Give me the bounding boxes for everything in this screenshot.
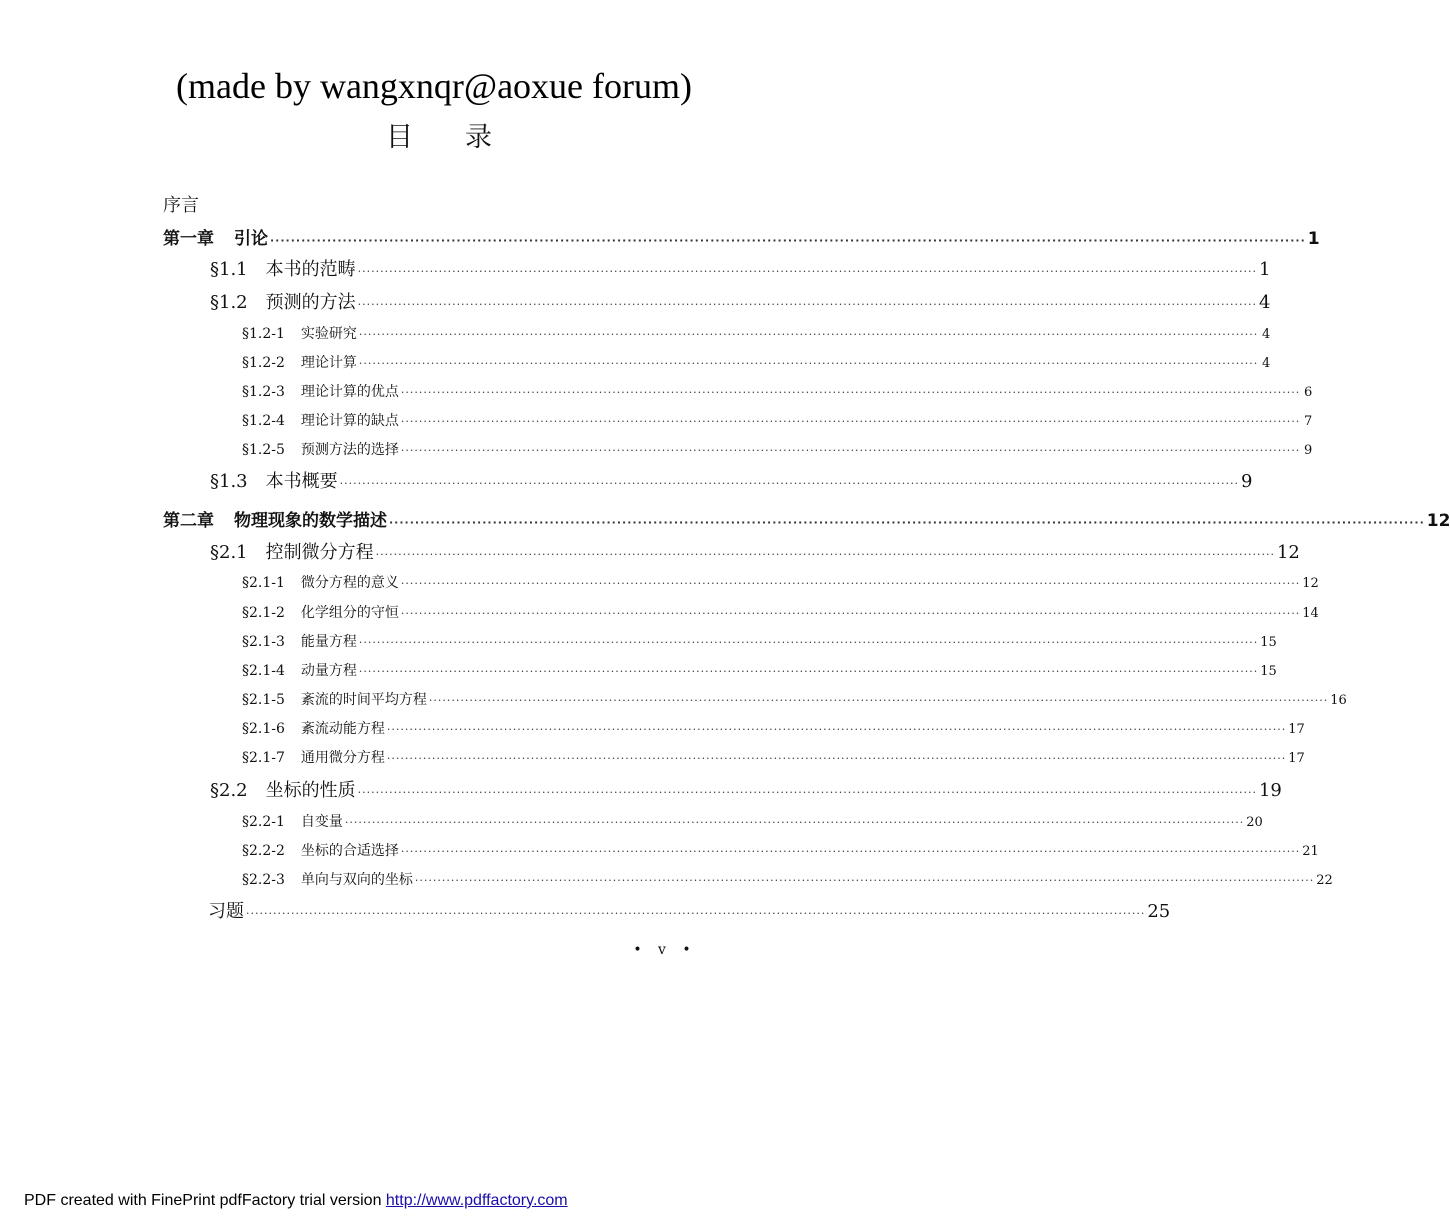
toc-entry-label <box>242 657 357 685</box>
toc-entry <box>242 837 1319 865</box>
toc-entry-number: §2.1 <box>210 542 248 563</box>
dot-leader: ········································································································································································································ <box>389 516 1425 529</box>
dot-leader: ········································································································································································································ <box>414 874 1315 887</box>
toc-entry-page: 1 <box>1307 229 1320 249</box>
dot-leader: ········································································································································································································ <box>428 694 1329 707</box>
toc-entry-label <box>242 320 357 348</box>
toc-entry-page: 4 <box>1258 292 1271 313</box>
dot-leader: ········································································································································································································ <box>358 665 1259 678</box>
toc-entry-label <box>242 808 343 836</box>
toc-entry-title: 物理现象的数学描述 <box>234 511 387 531</box>
toc-entry-number: §2.2 <box>210 780 248 801</box>
toc-entry-page: 22 <box>1316 873 1333 888</box>
toc-entry-title: 引论 <box>234 229 268 249</box>
toc-entry <box>242 808 1263 836</box>
dot-leader: ········································································································································································································ <box>400 845 1301 858</box>
toc-entry <box>242 378 1313 406</box>
toc-entry-page: 15 <box>1260 664 1277 679</box>
toc-entry <box>242 349 1271 377</box>
toc-entry-title: 理论计算的优点 <box>300 384 399 400</box>
toc-entry <box>210 289 1271 317</box>
toc-entry-page: 7 <box>1303 414 1313 429</box>
dot-leader: ········································································································································································································ <box>386 723 1287 736</box>
toc-entry <box>242 407 1313 435</box>
toc-entry <box>210 777 1282 805</box>
toc-entry-title: 动量方程 <box>300 663 357 679</box>
toc-entry-title: 坐标的性质 <box>265 780 356 801</box>
toc-entry-page: 12 <box>1426 511 1450 531</box>
toc-entry-page: 6 <box>1303 385 1313 400</box>
toc-entry <box>242 436 1313 464</box>
toc-entry-number: §2.1-6 <box>242 721 285 737</box>
dot-leader: ········································································································································································································ <box>400 607 1301 620</box>
toc-entry-page: 17 <box>1288 751 1305 766</box>
page-number: • v • <box>633 942 697 958</box>
toc-entry-number: §2.1-2 <box>242 605 285 621</box>
toc-entry-number: §2.1-5 <box>242 692 285 708</box>
toc-entry <box>208 898 1171 926</box>
toc-entry-page: 4 <box>1261 327 1271 342</box>
toc-entry-title: 本书的范畴 <box>265 259 356 280</box>
toc-entry-number: §1.2 <box>210 292 248 313</box>
toc-entry-label <box>242 866 413 894</box>
toc-entry-number: §2.1-7 <box>242 750 285 766</box>
footer-text: PDF created with FinePrint pdfFactory trial version <box>24 1192 386 1209</box>
toc-entry-page: 21 <box>1302 844 1319 859</box>
toc-entry-number: §2.1-3 <box>242 634 285 650</box>
toc-entry-title: 通用微分方程 <box>300 750 385 766</box>
dot-leader: ········································································································································································································ <box>357 786 1257 799</box>
dot-leader: ········································································································································································································ <box>357 298 1257 311</box>
toc-entry-page: 16 <box>1330 693 1347 708</box>
toc-entry-page: 17 <box>1288 722 1305 737</box>
toc-entry-page: 12 <box>1302 576 1319 591</box>
toc-entry-title: 化学组分的守恒 <box>300 605 399 621</box>
toc-entry-page: 25 <box>1147 901 1171 922</box>
toc-entry <box>242 866 1333 894</box>
toc-entry-page: 12 <box>1276 542 1300 563</box>
toc-entry-number: §2.2-1 <box>242 814 285 830</box>
toc-entry-page: 1 <box>1258 259 1271 280</box>
toc-entry-label <box>210 777 356 805</box>
dot-leader: ········································································································································································································ <box>358 636 1259 649</box>
dot-leader: ········································································································································································································ <box>400 415 1301 428</box>
toc-entry-page: 14 <box>1302 606 1319 621</box>
toc-entry-label <box>163 192 199 220</box>
toc-entry-page: 20 <box>1246 815 1263 830</box>
toc-entry <box>242 715 1305 743</box>
toc-entry-title: 微分方程的意义 <box>300 575 399 591</box>
toc-entry-number: §2.2-3 <box>242 872 285 888</box>
toc-entry-number: §1.1 <box>210 259 248 280</box>
toc-entry-title: 本书概要 <box>265 471 338 492</box>
toc-entry <box>210 468 1253 496</box>
toc-entry-number: 第二章 <box>163 511 214 531</box>
toc-entry-label <box>242 837 399 865</box>
toc-entry <box>163 507 1450 535</box>
footer-link[interactable]: http://www.pdffactory.com <box>385 1192 568 1209</box>
toc-entry-label <box>242 744 385 772</box>
dot-leader: ········································································································································································································ <box>344 816 1245 829</box>
toc-entry-title: 预测方法的选择 <box>300 442 399 458</box>
toc-entry-number: §2.1-4 <box>242 663 285 679</box>
toc-entry <box>242 320 1271 348</box>
toc-entry-title: 序言 <box>163 195 199 216</box>
dot-leader: ········································································································································································································ <box>375 548 1275 561</box>
dot-leader: ········································································································································································································ <box>339 477 1239 490</box>
toc-entry-title: 控制微分方程 <box>265 542 374 563</box>
toc-entry-number: §2.1-1 <box>242 575 285 591</box>
toc-entry-page: 9 <box>1303 443 1313 458</box>
credit-line: (made by wangxnqr@aoxue forum) <box>176 66 692 106</box>
toc-entry-title: 坐标的合适选择 <box>300 843 399 859</box>
toc-entry-title: 预测的方法 <box>265 292 356 313</box>
toc-entry-number: §1.2-2 <box>242 355 285 371</box>
toc-entry-label <box>242 715 385 743</box>
toc-entry-label <box>242 686 427 714</box>
dot-leader: ········································································································································································································ <box>400 577 1301 590</box>
toc-entry-title: 紊流的时间平均方程 <box>300 692 427 708</box>
toc-entry-number: §1.2-3 <box>242 384 285 400</box>
dot-leader: ········································································································································································································ <box>357 265 1257 278</box>
toc-entry-number: §2.2-2 <box>242 843 285 859</box>
toc-entry-title: 紊流动能方程 <box>300 721 385 737</box>
toc-entry-label <box>242 599 399 627</box>
toc-entry-number: §1.2-5 <box>242 442 285 458</box>
toc-entry-page: 4 <box>1261 356 1271 371</box>
toc-entry-title: 能量方程 <box>300 634 357 650</box>
toc-entry <box>242 686 1347 714</box>
toc-entry-title: 习题 <box>208 901 244 922</box>
toc-entry <box>163 225 1320 253</box>
toc-entry-label <box>242 378 399 406</box>
toc-entry-title: 理论计算 <box>300 355 357 371</box>
toc-entry <box>242 599 1319 627</box>
toc-entry-number: 第一章 <box>163 229 214 249</box>
toc-entry-label <box>163 507 387 535</box>
toc-entry-label <box>210 539 374 567</box>
dot-leader: ········································································································································································································ <box>400 444 1301 457</box>
toc-entry-label <box>210 256 356 284</box>
dot-leader: ········································································································································································································ <box>386 752 1287 765</box>
toc-entry-label <box>242 407 399 435</box>
toc-entry-title: 理论计算的缺点 <box>300 413 399 429</box>
toc-entry-label <box>242 628 357 656</box>
toc-entry-page: 9 <box>1240 471 1253 492</box>
dot-leader: ········································································································································································································ <box>358 357 1259 370</box>
toc-entry-number: §1.2-1 <box>242 326 285 342</box>
toc-entry-title: 自变量 <box>300 814 343 830</box>
toc-entry-page: 15 <box>1260 635 1277 650</box>
toc-entry <box>163 192 199 220</box>
toc-entry-label <box>210 289 356 317</box>
pdf-footer <box>24 1192 568 1210</box>
toc-entry-label <box>208 898 244 926</box>
toc-entry-label <box>163 225 268 253</box>
toc-entry-label <box>242 569 399 597</box>
page-title: 目录 <box>386 122 544 153</box>
toc-entry-label <box>242 349 357 377</box>
toc-entry-number: §1.3 <box>210 471 248 492</box>
toc-entry-label <box>242 436 399 464</box>
toc-entry <box>242 628 1277 656</box>
toc-entry <box>242 569 1319 597</box>
toc-entry-number: §1.2-4 <box>242 413 285 429</box>
dot-leader: ········································································································································································································ <box>358 328 1259 341</box>
toc-entry-label <box>210 468 338 496</box>
toc-entry <box>242 657 1277 685</box>
toc-entry <box>210 256 1271 284</box>
toc-entry-page: 19 <box>1258 780 1282 801</box>
dot-leader: ········································································································································································································ <box>270 234 1306 247</box>
toc-entry <box>242 744 1305 772</box>
toc-entry-title: 单向与双向的坐标 <box>300 872 413 888</box>
toc-entry-title: 实验研究 <box>300 326 357 342</box>
dot-leader: ········································································································································································································ <box>400 386 1301 399</box>
dot-leader: ········································································································································································································ <box>246 907 1146 920</box>
toc-entry <box>210 539 1300 567</box>
